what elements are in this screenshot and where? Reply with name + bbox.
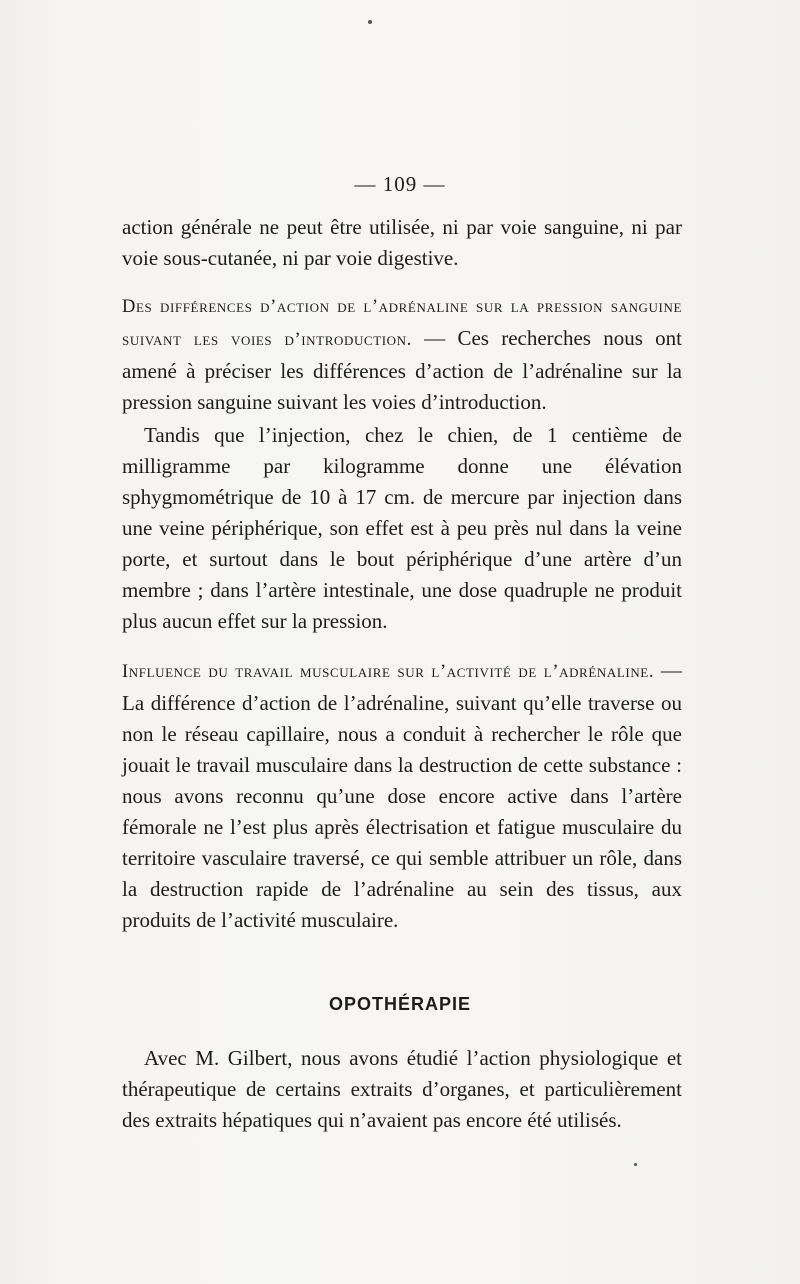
speck-mark <box>634 1163 637 1166</box>
section-differences-body: — Ces recherches nous ont amené à préciser les différences d’action de l’adrénaline sur la pression sanguine suivant les voies d’introduction. <box>122 326 683 414</box>
paragraph-continuation <box>122 212 682 274</box>
section-influence-body: — La différence d’action de l’adrénaline, suivant qu’elle traverse ou non le réseau capillaire, nous a conduit à rechercher le rôle que jouait le travail musculaire dans la destruction de cette substance : nous avons reconnu qu’une dose encore active dans l’artère fémorale ne l’est plus après électrisation et fatigue musculaire du territoire vasculaire traversé, ce qui semble attribuer un rôle, dans la destruction rapide de l’adrénaline au sein des tissus, aux produits de l’activité musculaire. <box>122 658 683 932</box>
speck-mark <box>368 20 372 24</box>
section-opotherapie <box>122 1043 682 1136</box>
page-number: — 109 — <box>354 172 446 196</box>
section-differences-heading: Des différences d’action de l’adrénaline sur la pression sanguine suivant les voies d’introduction. <box>122 297 682 350</box>
section-differences-paragraph <box>122 290 682 418</box>
section-influence-paragraph <box>122 655 682 936</box>
section-influence-heading: Influence du travail musculaire sur l’activité de l’adrénaline. <box>122 662 655 682</box>
opotherapie-paragraph: Avec M. Gilbert, nous avons étudié l’action physiologique et thérapeutique de certains extraits d’organes, et particulièrement des extraits hépatiques qui n’avaient pas encore été utilisés. <box>122 1046 682 1132</box>
section-differences-paragraph-2: Tandis que l’injection, chez le chien, de 1 centième de milligramme par kilogramme donne une élévation sphygmométrique de 10 à 17 cm. de mercure par injection dans une veine périphérique, son effet est à peu près nul dans la veine porte, et surtout dans le bout périphérique d’une artère d’un membre ; dans l’artère intestinale, une dose quadruple ne produit plus aucun effet sur la pression. <box>122 423 682 633</box>
section-title-opotherapie: OPOTHÉRAPIE <box>328 994 472 1014</box>
paragraph-1: action générale ne peut être utilisée, ni par voie sanguine, ni par voie sous-cutanée, ni par voie digestive. <box>122 215 682 270</box>
section-influence <box>122 655 682 936</box>
section-differences <box>122 290 682 637</box>
